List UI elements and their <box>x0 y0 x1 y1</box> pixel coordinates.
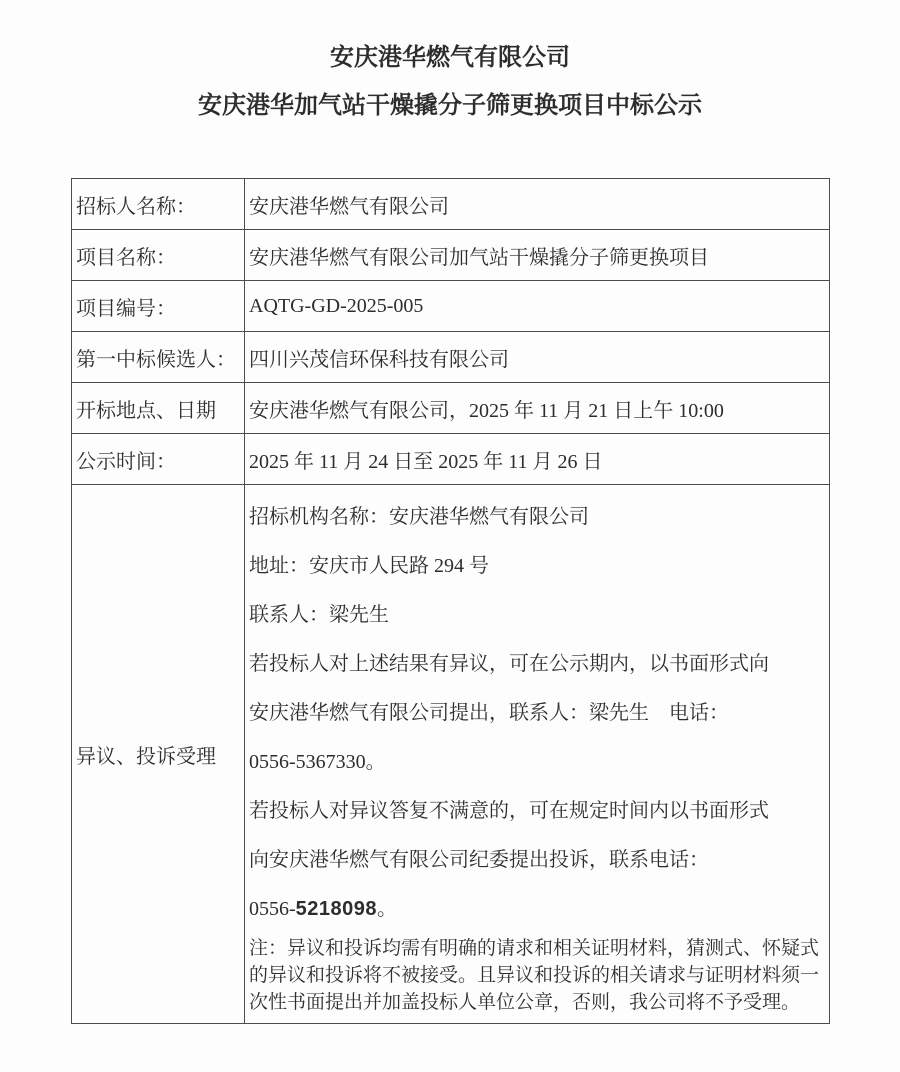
objection-line: 若投标人对异议答复不满意的，可在规定时间内以书面形式 <box>249 799 769 822</box>
row-value-bidder-name: 安庆港华燃气有限公司 <box>245 179 830 230</box>
phone2-number: 5218098 <box>295 897 378 920</box>
table-row <box>72 230 830 281</box>
table-row <box>72 383 830 434</box>
row-label-publicity-period: 公示时间： <box>72 434 245 485</box>
objection-line: 联系人：梁先生 <box>249 603 389 626</box>
doc-subtitle: 安庆港华加气站干燥撬分子筛更换项目中标公示 <box>198 93 702 119</box>
row-label-project-name: 项目名称： <box>72 230 245 281</box>
row-label-first-candidate: 第一中标候选人： <box>72 332 245 383</box>
row-value-opening-place-date: 安庆港华燃气有限公司，2025 年 11 月 21 日上午 10:00 <box>245 383 830 434</box>
table-row <box>72 332 830 383</box>
objection-note-line: 次性书面提出并加盖投标人单位公章，否则，我公司将不予受理。 <box>249 991 801 1013</box>
objection-line: 地址：安庆市人民路 294 号 <box>249 554 489 577</box>
bid-notice-table <box>71 178 830 1024</box>
document-header <box>0 0 900 120</box>
row-value-project-name: 安庆港华燃气有限公司加气站干燥撬分子筛更换项目 <box>245 230 830 281</box>
objection-phone-1: 0556-5367330。 <box>249 750 386 773</box>
objection-note-line: 注：异议和投诉均需有明确的请求和相关证明材料，猜测式、怀疑式 <box>249 937 820 959</box>
row-label-objection: 异议、投诉受理 <box>72 485 245 1024</box>
table-row <box>72 281 830 332</box>
objection-line: 招标机构名称：安庆港华燃气有限公司 <box>249 505 589 528</box>
objection-line: 向安庆港华燃气有限公司纪委提出投诉，联系电话： <box>249 848 709 871</box>
objection-note-line: 的异议和投诉将不被接受。且异议和投诉的相关请求与证明材料须一 <box>249 964 820 986</box>
phone2-prefix: 0556- <box>249 897 296 920</box>
table-row <box>72 434 830 485</box>
row-value-publicity-period: 2025 年 11 月 24 日至 2025 年 11 月 26 日 <box>245 434 830 485</box>
doc-title: 安庆港华燃气有限公司 <box>330 45 570 71</box>
row-label-opening-place-date: 开标地点、日期 <box>72 383 245 434</box>
row-label-bidder-name: 招标人名称： <box>72 179 245 230</box>
objection-line: 若投标人对上述结果有异议，可在公示期内，以书面形式向 <box>249 652 769 675</box>
row-label-project-number: 项目编号： <box>72 281 245 332</box>
table-row-objection <box>72 485 830 1024</box>
table-row <box>72 179 830 230</box>
phone2-period: 。 <box>377 897 398 920</box>
row-value-first-candidate: 四川兴茂信环保科技有限公司 <box>245 332 830 383</box>
objection-phone-2 <box>249 885 827 934</box>
row-value-project-number: AQTG-GD-2025-005 <box>245 281 830 332</box>
objection-line: 安庆港华燃气有限公司提出，联系人：梁先生 电话： <box>249 701 729 724</box>
row-value-objection <box>245 485 830 1024</box>
